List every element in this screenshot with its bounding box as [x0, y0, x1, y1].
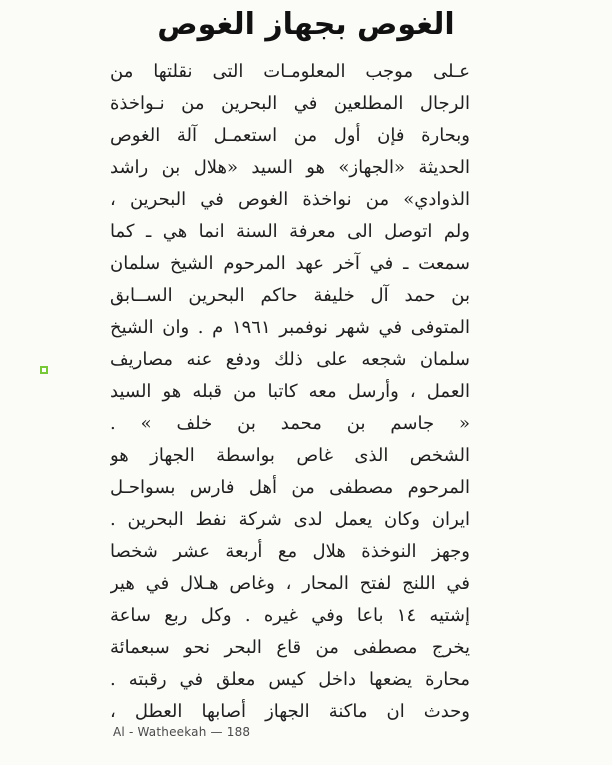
article-line: وجهز النوخذة هلال مع أربعة عشر شخصا [110, 541, 470, 562]
article-line: يخرج مصطفى من قاع البحر نحو سبعمائة [110, 637, 470, 658]
article-line: المتوفى في شهر نوفمبر ١٩٦١ م . وان الشيخ [110, 317, 470, 338]
article-line: الحديثة «الجهاز» هو السيد «هلال بن راشد [110, 157, 470, 178]
article-line: وحدث ان ماكنة الجهاز أصابها العطل ، [110, 701, 470, 722]
article-line: سلمان شجعه على ذلك ودفع عنه مصاريف [110, 349, 470, 370]
article-line: ايران وكان يعمل لدى شركة نفط البحرين . [110, 509, 470, 530]
article-line: ولم اتوصل الى معرفة السنة انما هي ـ كما [110, 221, 470, 242]
article-line: الشخص الذى غاص بواسطة الجهاز هو [110, 445, 470, 466]
article-line: سمعت ـ في آخر عهد المرحوم الشيخ سلمان [110, 253, 470, 274]
selection-marker[interactable] [40, 366, 48, 374]
article-line: العمل ، وأرسل معه كاتبا من قبله هو السيد [110, 381, 470, 402]
article-line: المرحوم مصطفى من أهل فارس بسواحـل [110, 477, 470, 498]
article-line: بن حمد آل خليفة حاكم البحرين الســابق [110, 285, 470, 306]
article-line: الرجال المطلعين في البحرين من نـواخذة [110, 93, 470, 114]
article-line: « جاسم بن محمد بن خلف » . [110, 413, 470, 434]
article-body [110, 56, 470, 728]
article-line: الذوادي» من نواخذة الغوص في البحرين ، [110, 189, 470, 210]
article-title: الغوص بجهاز الغوص [157, 7, 455, 42]
article-line: في اللنج لفتح المحار ، وغاص هـلال في هير [110, 573, 470, 594]
article-line: عـلى موجب المعلومـات التى نقلتها من [110, 61, 470, 82]
page-footer: Al - Watheekah — 188 [113, 725, 251, 739]
article-line: إشتيه ١٤ باعا وفي غيره . وكل ربع ساعة [110, 605, 470, 626]
article-line: وبحارة فإن أول من استعمـل آلة الغوص [110, 125, 470, 146]
article-line: محارة يضعها داخل كيس معلق في رقبته . [110, 669, 470, 690]
